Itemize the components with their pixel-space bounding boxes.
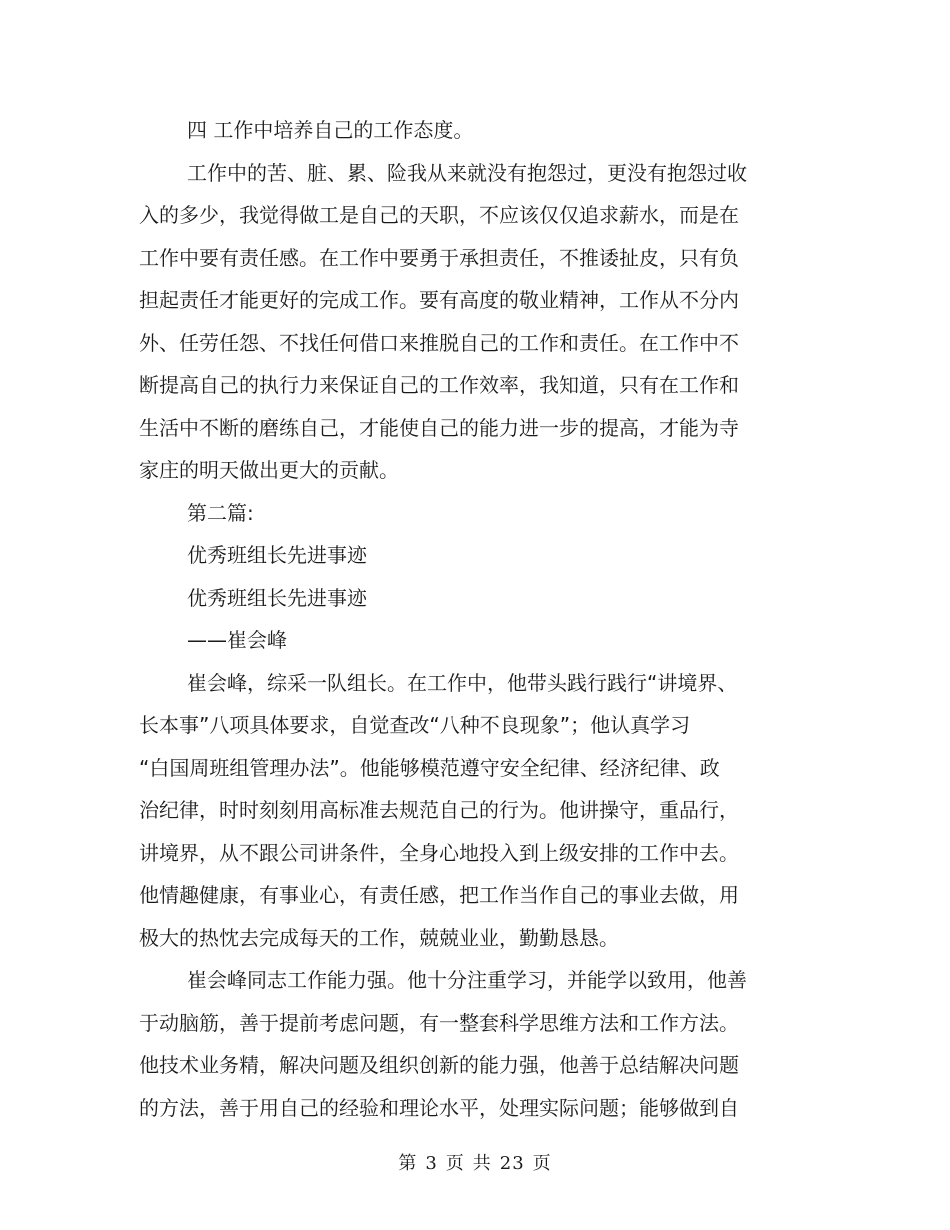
footer-prefix: 第 [398,1153,418,1174]
text-line: 崔会峰同志工作能力强。他十分注重学习，并能学以致用，他善 [187,968,747,992]
text-line: 外、任劳任怨、不找任何借口来推脱自己的工作和责任。在工作中不 [139,330,739,355]
page-footer [0,1150,950,1178]
text-line: 工作中的苦、脏、累、险我从来就没有抱怨过，更没有抱怨过收 [187,160,747,185]
text-line: 治纪律，时时刻刻用高标准去规范自己的行为。他讲操守，重品行， [139,798,739,822]
text-line: 担起责任才能更好的完成工作。要有高度的敬业精神，工作从不分内 [139,288,739,312]
text-line: 四 工作中培养自己的工作态度。 [187,118,474,142]
text-line: 断提高自己的执行力来保证自己的工作效率，我知道，只有在工作和 [139,373,739,397]
footer-total-pages: 23 [499,1153,525,1174]
footer-page-word: 页 [445,1153,465,1174]
text-line: “白国周班组管理办法”。他能够模范遵守安全纪律、经济纪律、政 [139,755,720,780]
text-line: ——崔会峰 [187,628,287,652]
text-line: 的方法，善于用自己的经验和理论水平，处理实际问题；能够做到自 [139,1095,739,1120]
footer-current-page: 3 [425,1153,438,1174]
text-line: 讲境界，从不跟公司讲条件，全身心地投入到上级安排的工作中去。 [139,840,739,865]
text-line: 工作中要有责任感。在工作中要勇于承担责任，不推诿扯皮，只有负 [139,245,739,270]
text-line: 极大的热忱去完成每天的工作，兢兢业业，勤勤恳恳。 [139,925,619,950]
text-line: 第二篇: [187,500,254,525]
text-line: 优秀班组长先进事迹 [187,543,367,567]
text-line: 家庄的明天做出更大的贡献。 [139,458,399,482]
text-line: 长本事”八项具体要求，自觉查改“八种不良现象”；他认真学习 [139,713,691,737]
text-line: 崔会峰，综采一队组长。在工作中，他带头践行践行“讲境界、 [187,670,738,695]
text-line: 于动脑筋，善于提前考虑问题，有一整套科学思维方法和工作方法。 [139,1010,739,1035]
document-body [139,109,779,1129]
text-line: 他技术业务精，解决问题及组织创新的能力强，他善于总结解决问题 [139,1053,739,1077]
text-line: 他情趣健康，有事业心，有责任感，把工作当作自己的事业去做，用 [139,883,739,907]
text-line: 入的多少，我觉得做工是自己的天职，不应该仅仅追求薪水，而是在 [139,203,739,227]
footer-total-word: 共 [472,1153,492,1174]
text-line: 生活中不断的磨练自己，才能使自己的能力进一步的提高，才能为寺 [139,415,739,440]
footer-suffix: 页 [532,1153,552,1174]
text-line: 优秀班组长先进事迹 [187,585,367,610]
